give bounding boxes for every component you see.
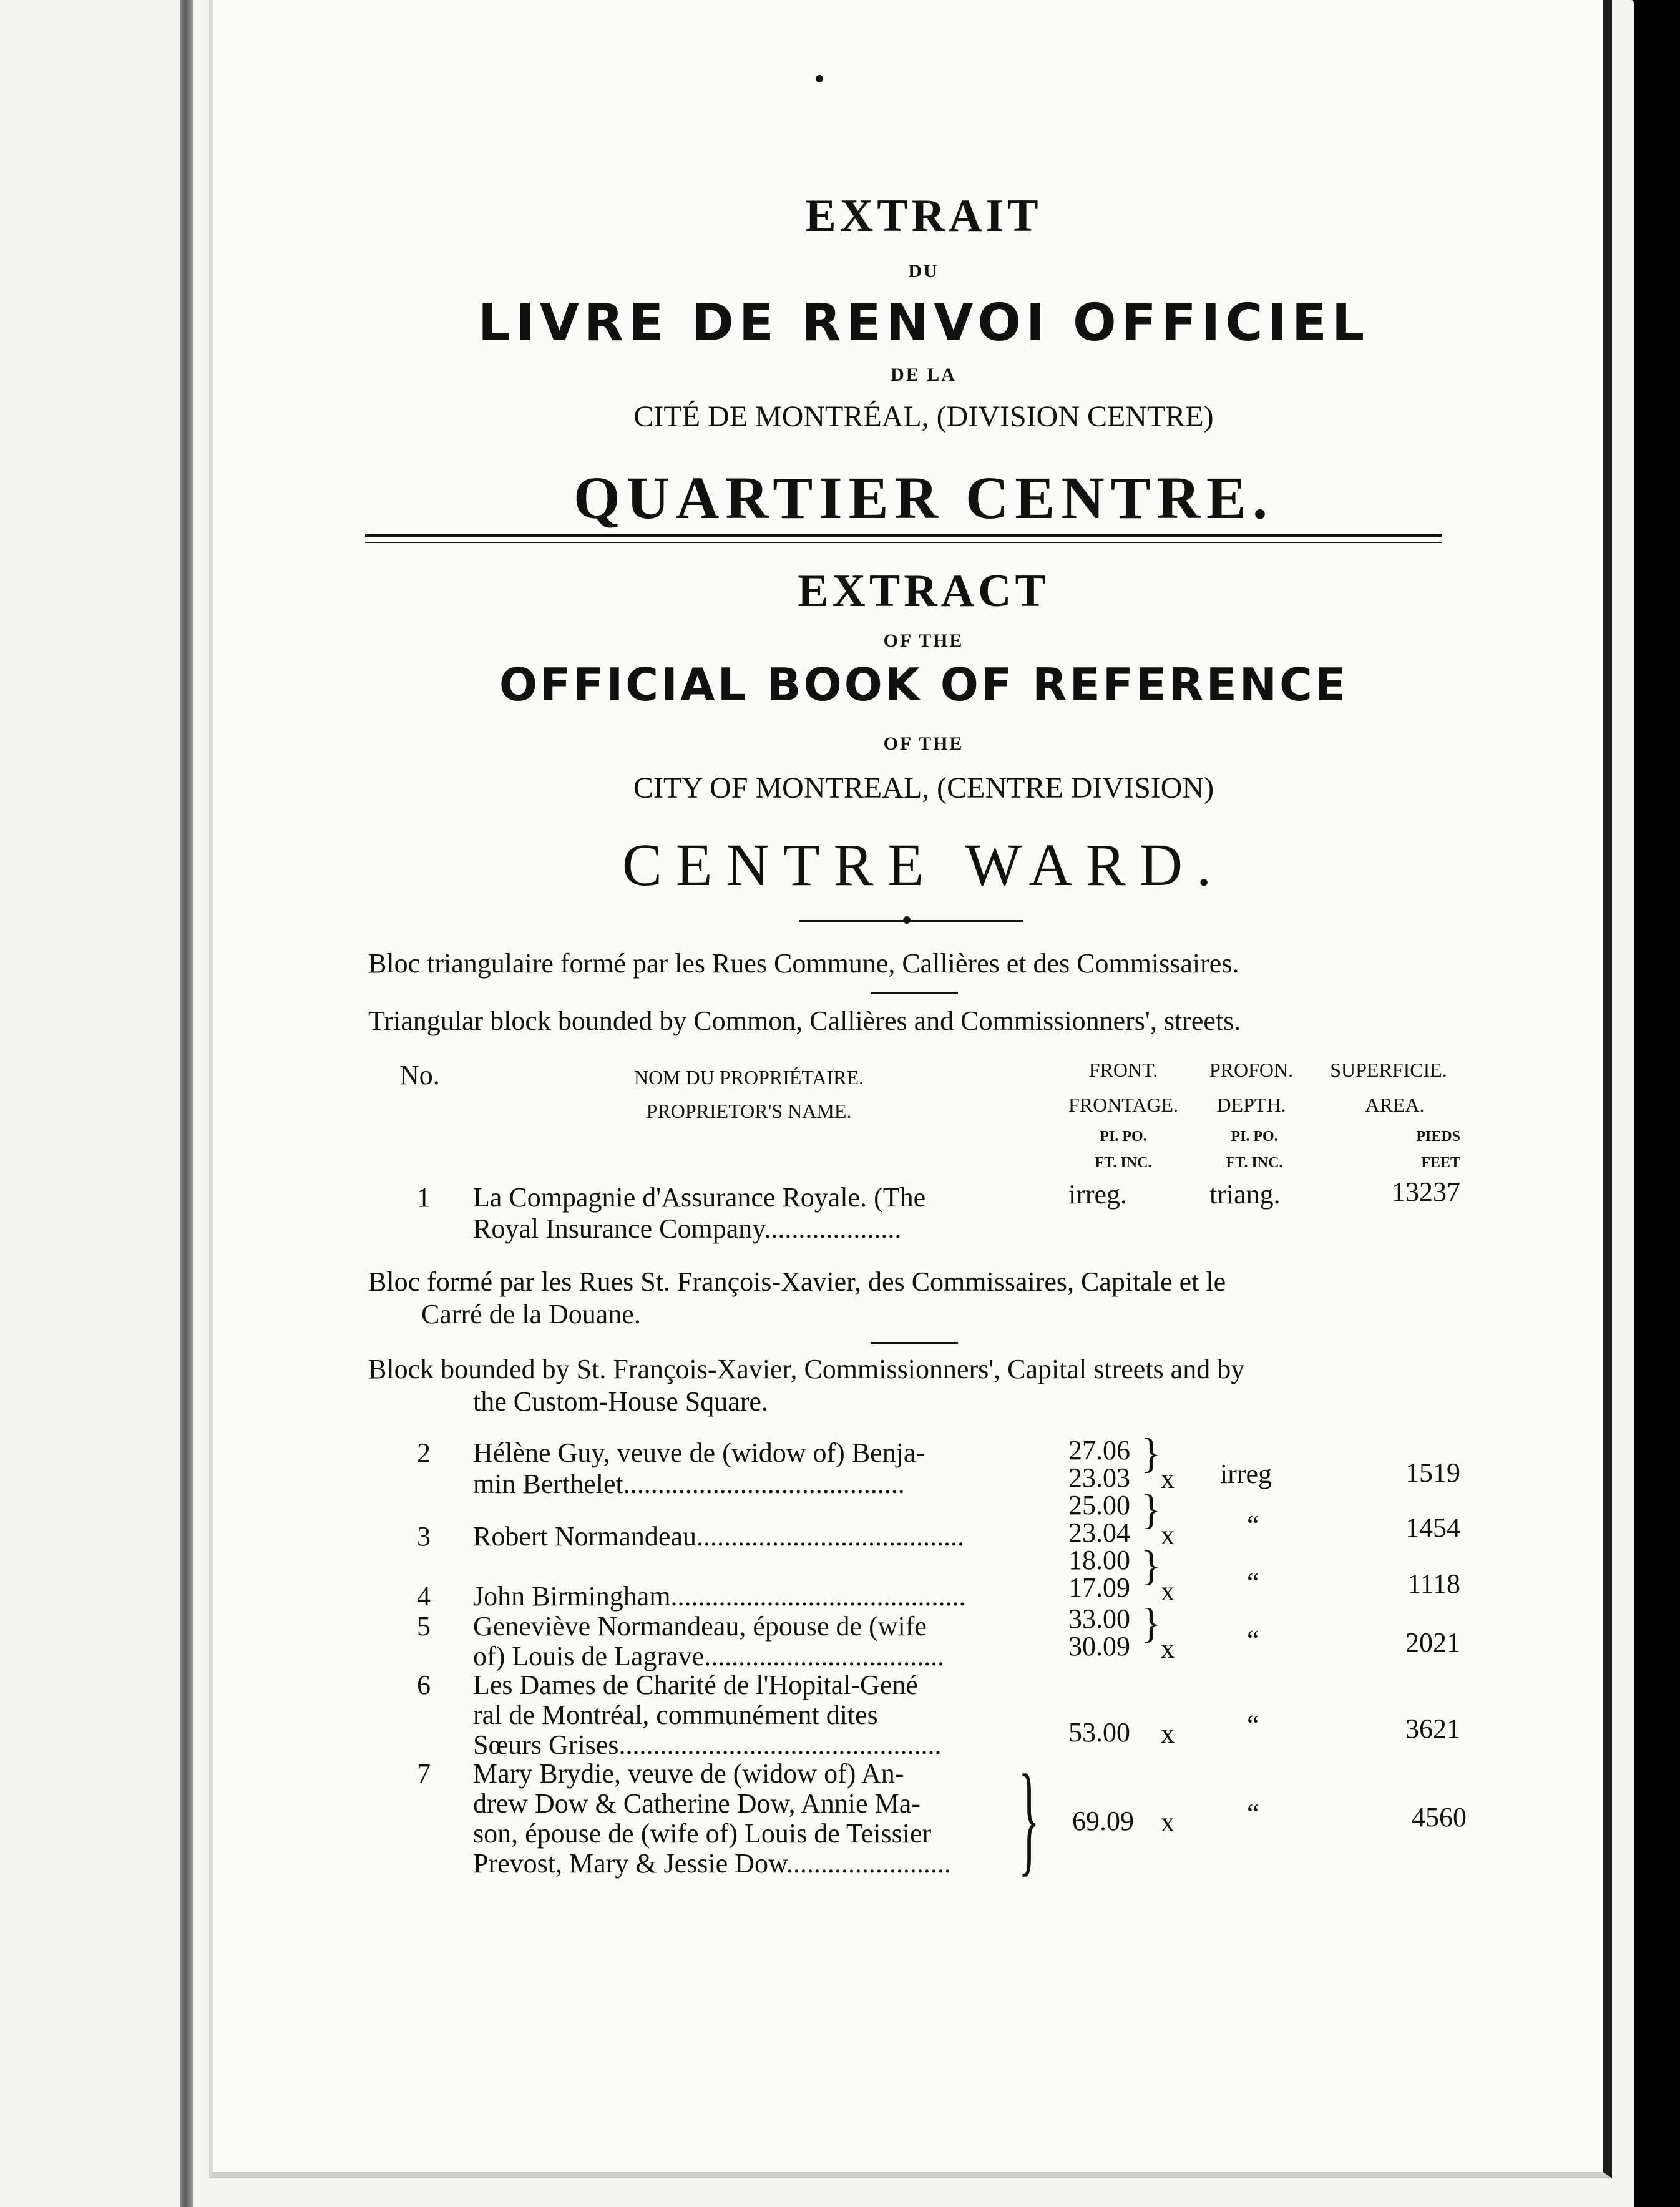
city-line-en: CITY OF MONTREAL, (CENTRE DIVISION)	[633, 771, 1214, 805]
entry-no: 3	[417, 1521, 431, 1552]
subtitle-of-the-2: OF THE	[883, 733, 964, 754]
entry-name-line: La Compagnie d'Assurance Royale. (The	[473, 1182, 926, 1213]
brace: }	[1141, 1599, 1161, 1647]
entry-frontage: 25.00	[1068, 1490, 1130, 1520]
entry-depth: triang.	[1209, 1179, 1281, 1210]
entry-times: x	[1161, 1633, 1175, 1664]
entry-depth-ditto: “	[1247, 1510, 1259, 1540]
entry-frontage: 27.06	[1068, 1435, 1130, 1466]
col-profon-fr: PROFON.	[1209, 1059, 1294, 1081]
entry-depth: irreg	[1220, 1459, 1272, 1489]
entry-name-line: Prevost, Mary & Jessie Dow........................	[473, 1848, 951, 1879]
entry-name-line: Sœurs Grises...............................................	[473, 1730, 942, 1760]
entry-name-line: drew Dow & Catherine Dow, Annie Ma-	[473, 1788, 921, 1819]
block2-description-fr: Carré de la Douane.	[421, 1299, 641, 1329]
block2-divider	[871, 1342, 958, 1344]
title-extrait: EXTRAIT	[805, 190, 1042, 242]
col-front-fr: FRONT.	[1088, 1059, 1158, 1081]
ornament-rule	[799, 920, 1023, 922]
unit-ftinc-front: FT. INC.	[1095, 1155, 1152, 1171]
col-name-en: PROPRIETOR'S NAME.	[646, 1100, 852, 1122]
entry-name-line: Les Dames de Charité de l'Hopital-Gené	[473, 1670, 918, 1700]
entry-name-line: Mary Brydie, veuve de (widow of) An-	[473, 1758, 904, 1789]
brace: }	[1141, 1485, 1161, 1533]
unit-feet: FEET	[1421, 1155, 1460, 1171]
ward-title-fr: QUARTIER CENTRE.	[573, 464, 1274, 531]
entry-frontage: 33.00	[1068, 1603, 1130, 1634]
entry-no: 7	[417, 1758, 431, 1789]
large-brace: }	[1018, 1749, 1040, 1887]
entry-frontage: 18.00	[1068, 1545, 1130, 1575]
entry-frontage: 23.04	[1068, 1517, 1130, 1548]
binding-edge	[180, 0, 193, 2207]
subtitle-of-the-1: OF THE	[883, 630, 964, 651]
col-superficie-fr: SUPERFICIE.	[1330, 1059, 1447, 1081]
entry-name-line: Royal Insurance Company....................	[473, 1213, 902, 1244]
printer-dot	[816, 75, 823, 82]
subtitle-du: DU	[908, 261, 939, 281]
block2-description-en: Block bounded by St. François-Xavier, Commissionners', Capital streets and by	[368, 1354, 1245, 1384]
ward-title-en: CENTRE WARD.	[622, 831, 1226, 898]
unit-pipo-depth: PI. PO.	[1231, 1128, 1278, 1145]
title-livre-de-renvoi: LIVRE DE RENVOI OFFICIEL	[477, 293, 1370, 353]
entry-area: 1118	[1407, 1568, 1460, 1599]
entry-depth-ditto: “	[1247, 1625, 1259, 1655]
double-rule-top	[365, 534, 1442, 537]
entry-frontage: 17.09	[1068, 1572, 1130, 1603]
col-profon-en: DEPTH.	[1216, 1094, 1286, 1116]
col-no: No.	[399, 1060, 440, 1090]
entry-no: 1	[417, 1182, 431, 1213]
entry-frontage: 23.03	[1068, 1462, 1130, 1493]
entry-times: x	[1161, 1576, 1175, 1607]
entry-depth-ditto: “	[1247, 1567, 1259, 1598]
title-official-book: OFFICIAL BOOK OF REFERENCE	[499, 658, 1349, 711]
entry-depth-ditto: “	[1247, 1710, 1259, 1740]
entry-frontage: 53.00	[1068, 1717, 1130, 1748]
double-rule-bottom	[365, 542, 1442, 543]
block1-description-fr: Bloc triangulaire formé par les Rues Commune, Callières et des Commissaires.	[368, 948, 1239, 979]
entry-name-line: Robert Normandeau.......................................	[473, 1521, 964, 1552]
brace: }	[1141, 1542, 1161, 1589]
unit-pieds: PIEDS	[1416, 1128, 1460, 1145]
entry-frontage: 69.09	[1072, 1806, 1134, 1836]
entry-area: 1519	[1405, 1457, 1460, 1488]
block2-description-fr: Bloc formé par les Rues St. François-Xavier, des Commissaires, Capitale et le	[368, 1266, 1226, 1297]
title-extract: EXTRACT	[798, 565, 1050, 617]
entry-times: x	[1161, 1464, 1175, 1494]
unit-pipo-front: PI. PO.	[1100, 1128, 1147, 1145]
ornament-dot	[903, 916, 911, 924]
entry-no: 5	[417, 1611, 431, 1642]
block1-divider	[871, 992, 958, 994]
entry-name-line: of) Louis de Lagrave...................................	[473, 1641, 945, 1671]
entry-name-line: Hélène Guy, veuve de (widow of) Benja-	[473, 1437, 925, 1468]
entry-times: x	[1161, 1807, 1175, 1838]
entry-frontage: irreg.	[1068, 1179, 1128, 1210]
col-area-en: AREA.	[1365, 1094, 1425, 1116]
entry-name-line: ral de Montréal, communément dites	[473, 1700, 878, 1730]
entry-name-line: Geneviève Normandeau, épouse de (wife	[473, 1611, 927, 1642]
col-name-fr: NOM DU PROPRIÉTAIRE.	[633, 1066, 864, 1089]
entry-times: x	[1161, 1718, 1175, 1749]
subtitle-de-la: DE LA	[891, 365, 957, 385]
entry-frontage: 30.09	[1068, 1631, 1130, 1661]
entry-area: 4560	[1412, 1802, 1467, 1833]
entry-area: 2021	[1405, 1627, 1460, 1658]
col-front-en: FRONTAGE.	[1068, 1094, 1179, 1116]
entry-no: 2	[417, 1437, 431, 1468]
entry-area: 13237	[1392, 1177, 1460, 1207]
entry-depth-ditto: “	[1247, 1798, 1259, 1829]
brace: }	[1141, 1429, 1161, 1477]
entry-name-line: son, épouse de (wife of) Louis de Teissier	[473, 1818, 932, 1849]
entry-name-line: John Birmingham...........................................	[473, 1581, 966, 1612]
entry-no: 4	[417, 1581, 431, 1612]
block2-description-en: the Custom-House Square.	[473, 1386, 768, 1417]
unit-ftinc-depth: FT. INC.	[1226, 1155, 1283, 1171]
block1-description-en: Triangular block bounded by Common, Callières and Commissionners', streets.	[368, 1006, 1241, 1036]
entry-area: 1454	[1405, 1512, 1460, 1543]
city-line-fr: CITÉ DE MONTRÉAL, (DIVISION CENTRE)	[633, 400, 1214, 433]
entry-name-line: min Berthelet.........................................	[473, 1469, 905, 1499]
entry-area: 3621	[1405, 1713, 1460, 1744]
entry-times: x	[1161, 1520, 1175, 1550]
entry-no: 6	[417, 1670, 431, 1700]
